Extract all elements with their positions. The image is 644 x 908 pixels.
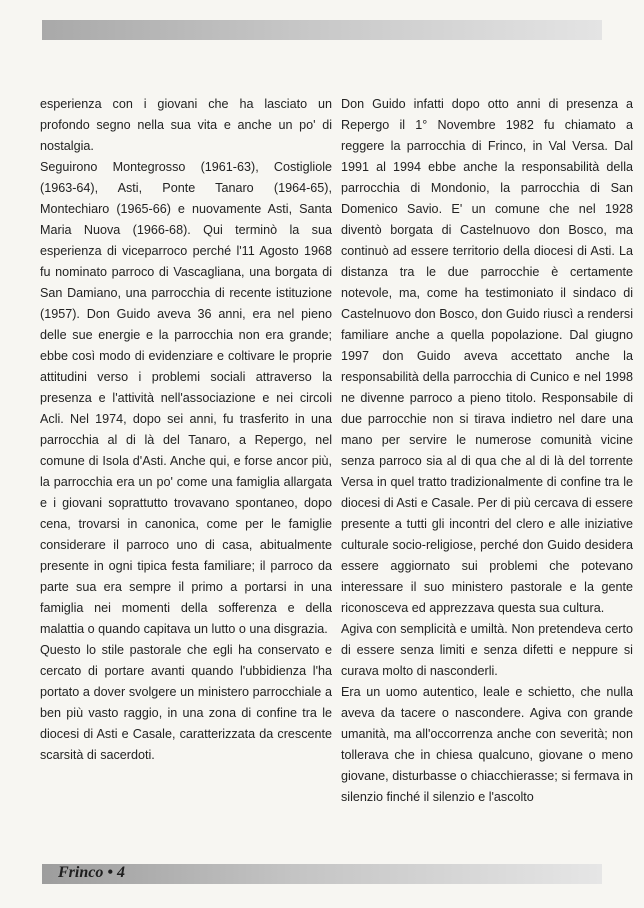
paragraph: Seguirono Montegrosso (1961-63), Costigliole (1963-64), Asti, Ponte Tanaro (1964-65), Montechiaro (1965-66) e nuovamente Asti, Santa Maria Nuova (1966-68). Qui terminò la sua esperienza di viceparroco perché l'11 Agosto 1968 fu nominato parroco di Vascagliana, una borgata di San Damiano, una parrocchia di recente istituzione (1957). Don Guido aveva 36 anni, era nel pieno delle sue energie e la parrocchia non era grande; ebbe così modo di evidenziare e coltivare le proprie attitudini verso i problemi sociali attraverso la presenza e l'attività nell'associazione e nei circoli Acli. Nel 1974, dopo sei anni, fu trasferito in una parrocchia al di là del Tanaro, a Repergo, nel comune di Isola d'Asti. Anche qui, e forse ancor più, la parrocchia era un po' come una famiglia allargata e i giovani soprattutto trovavano spontaneo, dopo cena, trovarsi in canonica, come per le famiglie considerare il parroco uno di casa, abitualmente presente in ogni tipica festa familiare; il parroco da parte sua era sempre il primo a portarsi in una famiglia nei momenti della sofferenza e della malattia o quando capitava un lutto o una disgrazia. — [40, 160, 332, 636]
bottom-decorative-band — [42, 864, 602, 884]
top-decorative-band — [42, 20, 602, 40]
paragraph: Don Guido infatti dopo otto anni di presenza a Repergo il 1° Novembre 1982 fu chiamato a reggere la parrocchia di Frinco, in Val Versa. Dal 1991 al 1994 ebbe anche la responsabilità della parrocchia di Mondonio, la parrocchia di San Domenico Savio. E' un comune che nel 1928 diventò borgata di Castelnuovo don Bosco, ma continuò ad essere territorio della diocesi di Asti. La distanza tra le due parrocchie è certamente notevole, ma, come ha testimoniato il sindaco di Castelnuovo don Bosco, don Guido riuscì a rendersi familiare anche a quella popolazione. Dal giugno 1997 don Guido aveva accettato anche la responsabilità della parrocchia di Cunico e nel 1998 ne divenne parroco a pieno titolo. Responsabile di due parrocchie non si tirava indietro nel dare una mano per servire le numerose comunità vicine senza parroco sia al di qua che al di là del torrente Versa in quel tratto tradizionalmente di confine tra le diocesi di Asti e Casale. Per di più cercava di essere presente a tutti gli incontri del clero e alle iniziative culturale socio-religiose, perché don Guido desidera essere aggiornato sui problemi che potevano interessare il suo ministero pastorale e la gente riconosceva ed apprezzava questa sua cultura. — [341, 97, 633, 615]
paragraph: esperienza con i giovani che ha lasciato un profondo segno nella sua vita e anche un po' di nostalgia. — [40, 97, 332, 153]
right-text-column — [341, 94, 633, 808]
paragraph: Questo lo stile pastorale che egli ha conservato e cercato di portare avanti quando l'ubbidienza l'ha portato a dover svolgere un ministero parrocchiale a ben più vasto raggio, in una zona di confine tra le diocesi di Asti e Casale, caratterizzata da crescente scarsità di sacerdoti. — [40, 643, 332, 762]
paragraph: Agiva con semplicità e umiltà. Non pretendeva certo di essere senza limiti e senza difetti e neppure si curava molto di nasconderli. — [341, 622, 633, 678]
page-footer: Frinco • 4 — [58, 864, 125, 881]
paragraph: Era un uomo autentico, leale e schietto, che nulla aveva da tacere o nascondere. Agiva con grande umanità, ma all'occorrenza anche con severità; non tollerava che in chiesa qualcuno, giovane o meno giovane, disturbasse o chiacchierasse; si fermava in silenzio finché il silenzio e l'ascolto — [341, 685, 633, 804]
left-text-column — [40, 94, 332, 766]
